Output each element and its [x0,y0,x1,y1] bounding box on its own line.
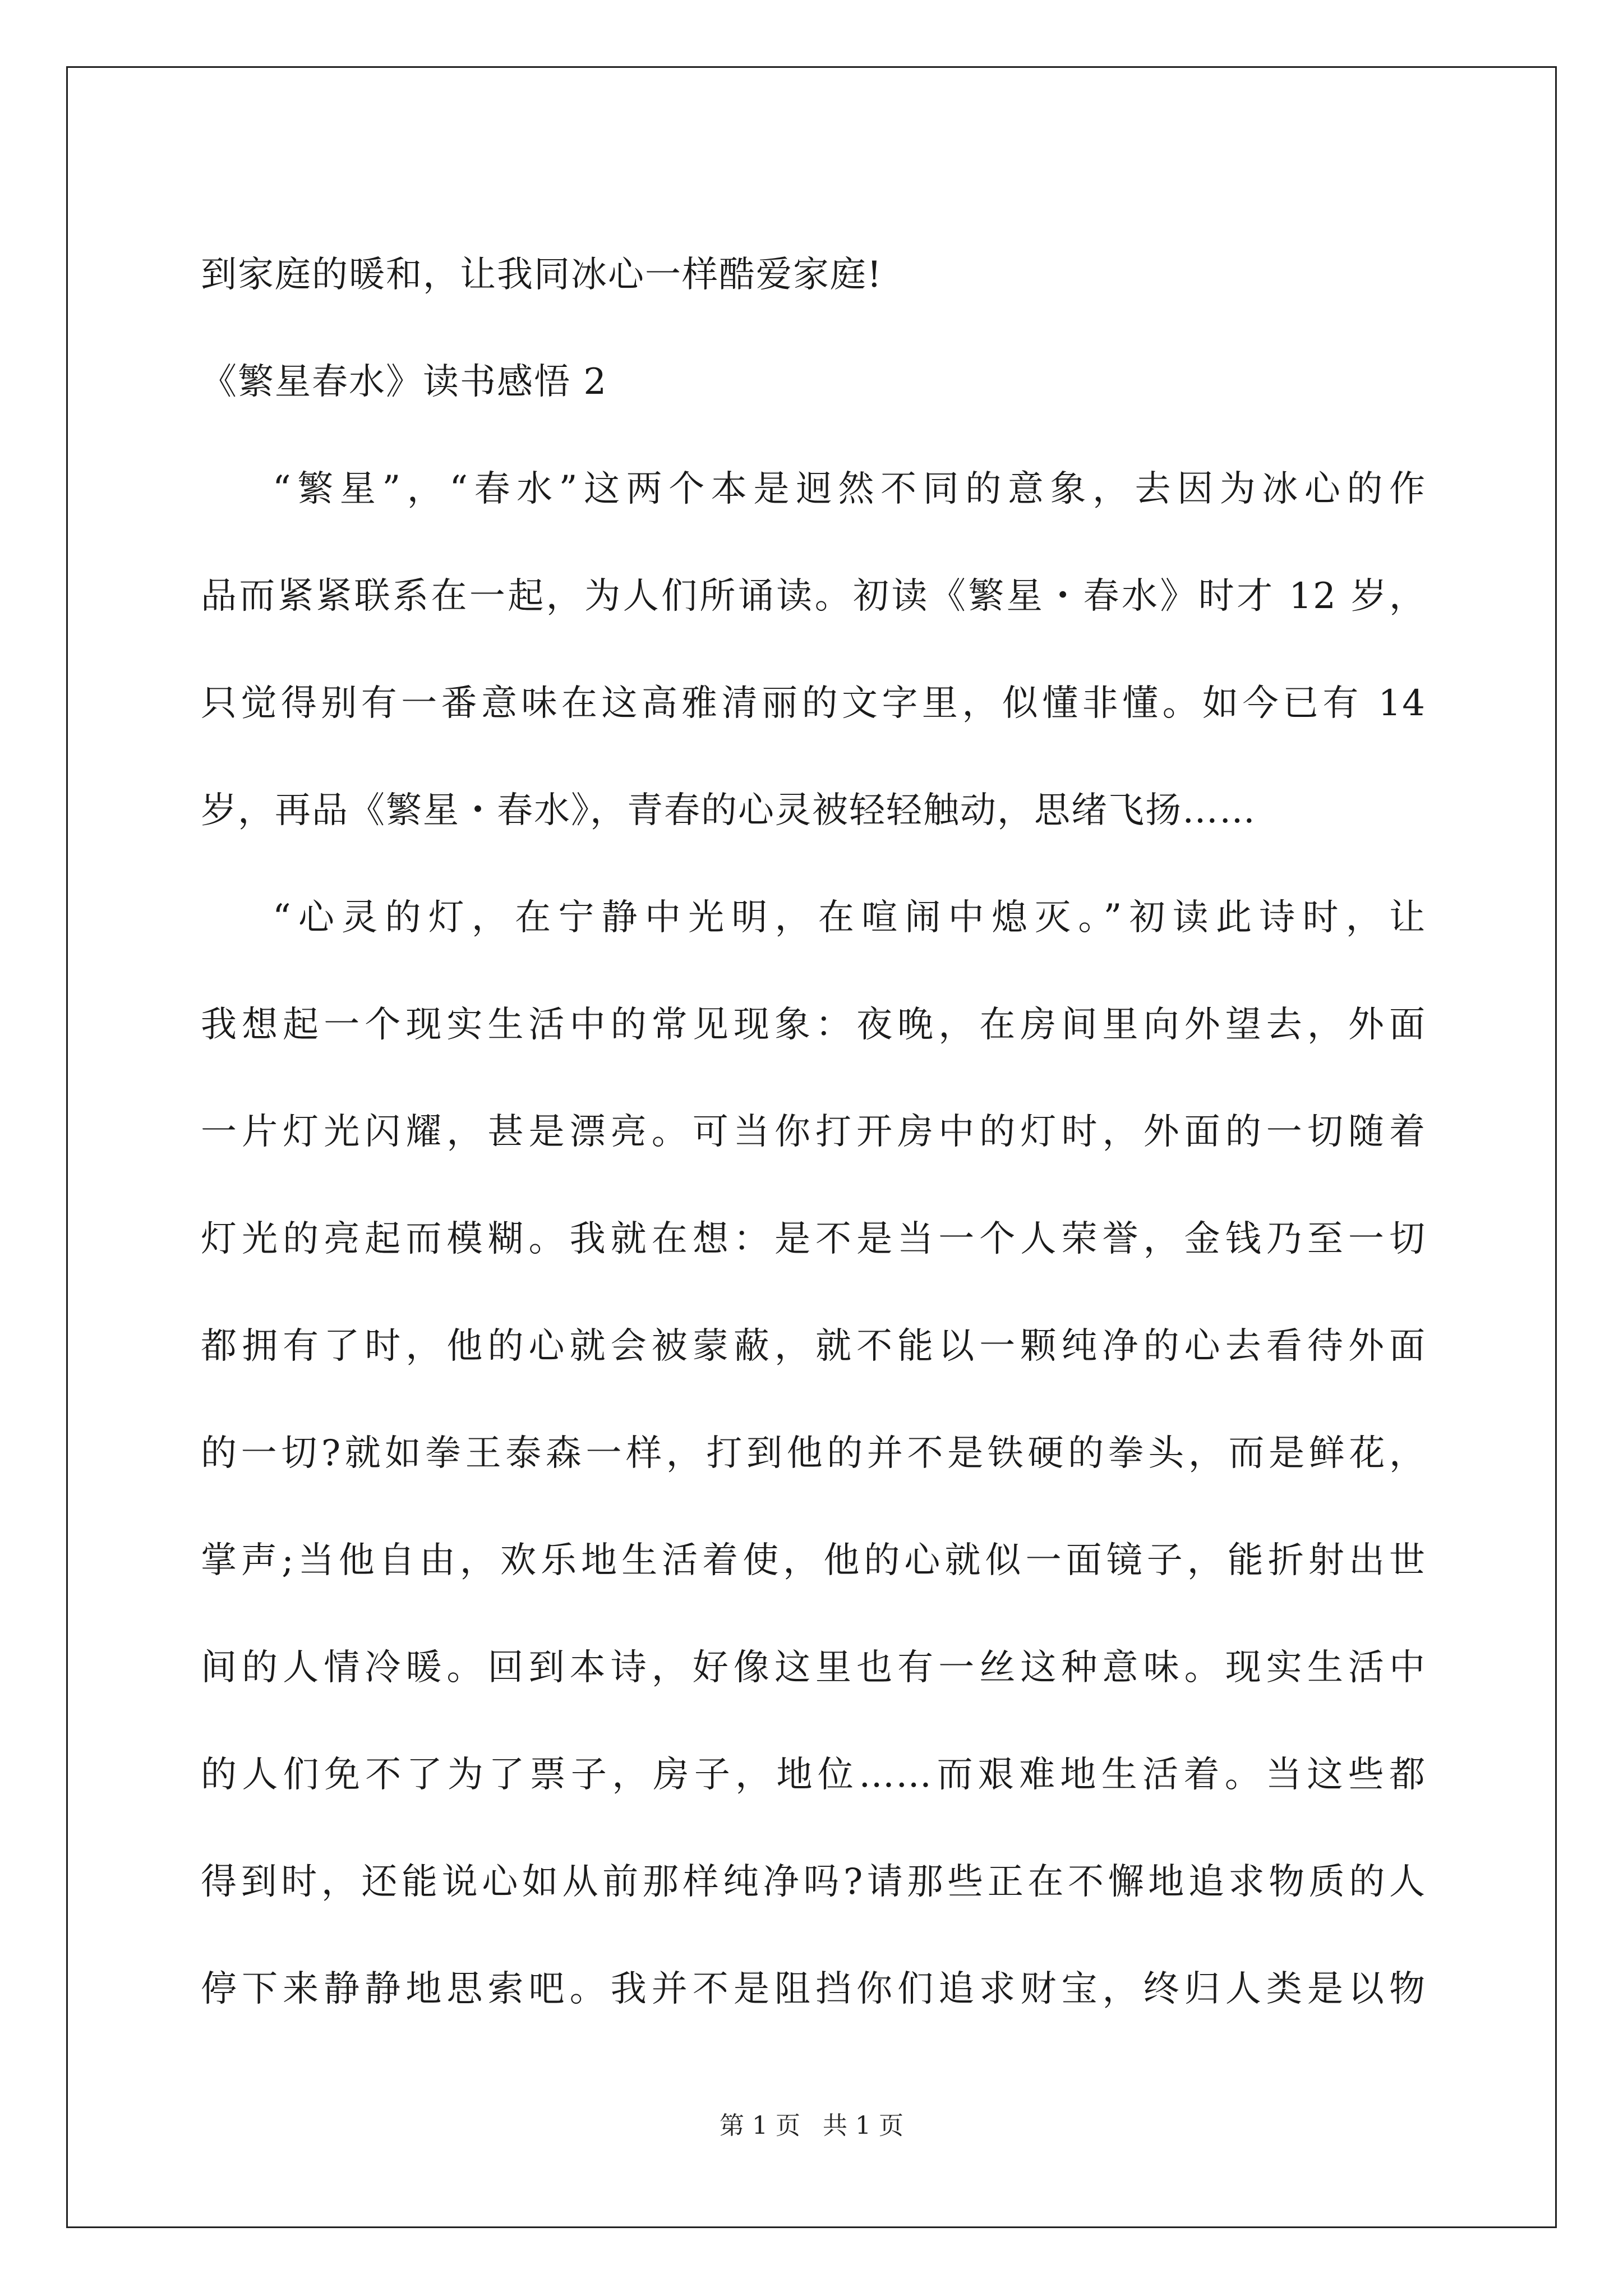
text-line: 只觉得别有一番意味在这高雅清丽的文字里，似懂非懂。如今已有 14 [201,683,1426,724]
text-line: 一片灯光闪耀，甚是漂亮。可当你打开房中的灯时，外面的一切随着 [201,1111,1426,1153]
text-line: 品而紧紧联系在一起，为人们所诵读。初读《繁星・春水》时才 12 岁， [201,576,1426,617]
text-line: “繁星”，“春水”这两个本是迥然不同的意象，去因为冰心的作 [273,468,1426,510]
text-line: 都拥有了时，他的心就会被蒙蔽，就不能以一颗纯净的心去看待外面 [201,1326,1426,1367]
text-line: 灯光的亮起而模糊。我就在想：是不是当一个人荣誉，金钱乃至一切 [201,1218,1426,1260]
text-line: 岁，再品《繁星・春水》，青春的心灵被轻轻触动，思绪飞扬…… [201,790,1256,831]
text-line: 掌声;当他自由，欢乐地生活着使，他的心就似一面镜子，能折射出世 [201,1540,1426,1581]
page-footer [0,2109,1623,2143]
text-line: 停下来静静地思索吧。我并不是阻挡你们追求财宝，终归人类是以物 [201,1968,1426,2010]
text-line: “心灵的灯，在宁静中光明，在喧闹中熄灭。”初读此诗时，让 [273,897,1426,938]
text-line: 到家庭的暖和，让我同冰心一样酷爱家庭! [201,254,883,296]
page-number: 第 1 页 [720,2111,800,2140]
text-line: 得到时，还能说心如从前那样纯净吗?请那些正在不懈地追求物质的人 [201,1861,1426,1903]
text-line: 的一切?就如拳王泰森一样，打到他的并不是铁硬的拳头，而是鲜花， [201,1433,1426,1474]
text-line: 的人们免不了为了票子，房子，地位……而艰难地生活着。当这些都 [201,1754,1426,1796]
document-body [201,222,1426,2043]
page-total: 共 1 页 [823,2111,903,2140]
text-line: 我想起一个现实生活中的常见现象：夜晚，在房间里向外望去，外面 [201,1004,1426,1046]
section-heading: 《繁星春水》读书感悟 2 [201,361,608,403]
text-line: 间的人情冷暖。回到本诗，好像这里也有一丝这种意味。现实生活中 [201,1647,1426,1688]
